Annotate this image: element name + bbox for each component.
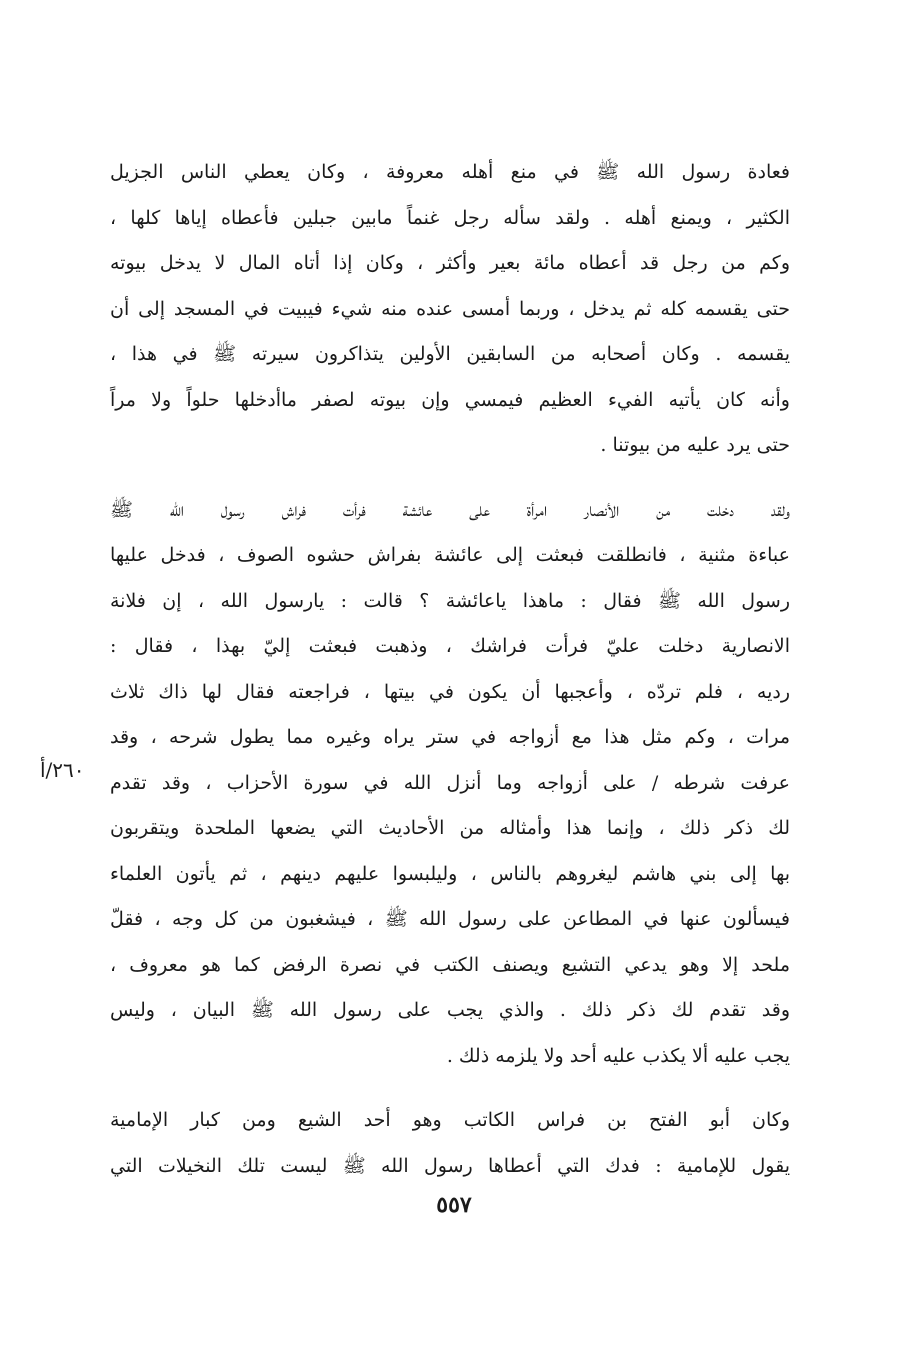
paragraph-gap xyxy=(110,469,790,488)
page-number: ٥٥٧ xyxy=(436,1192,472,1218)
text-line: وأنه كان يأتيه الفيء العظيم فيمسي وإن بيوته لصفر ماأدخلها حلواً ولا مراً xyxy=(110,388,790,411)
text-line: رديه ، فلم تردّه ، وأعجبها أن يكون في بيتها ، فراجعته فقال لها ذاك ثلاث xyxy=(110,680,790,703)
text-line: فيسألون عنها في المطاعن على رسول الله ﷺ ، فيشغبون من كل وجه ، فقلّ xyxy=(110,908,790,930)
text-line: فعادة رسول الله ﷺ في منع أهله معروفة ، وكان يعطي الناس الجزيل xyxy=(110,161,790,183)
text-line: وكان أبو الفتح بن فراس الكاتب وهو أحد الشيع ومن كبار الإمامية xyxy=(110,1109,790,1131)
text-line: حتى يرد عليه من بيوتنا . xyxy=(600,434,790,456)
text-line: يجب عليه ألا يكذب عليه أحد ولا يلزمه ذلك . xyxy=(446,1044,790,1067)
text-line: عرفت شرطه / على أزواجه وما أنزل الله في سورة الأحزاب ، وقد تقدم xyxy=(110,771,790,794)
text-line: وكم من رجل قد أعطاه مائة بعير وأكثر ، وكان إذا أتاه المال لا يدخل بيوته xyxy=(110,252,790,274)
paragraph-3 xyxy=(110,1098,790,1189)
text-line: مرات ، وكم مثل هذا مع أزواجه في ستر يراه وغيره مما يطول شرحه ، وقد xyxy=(110,726,790,748)
paragraph-2 xyxy=(110,488,790,1080)
text-line: وقد تقدم لك ذكر ذلك . والذي يجب على رسول الله ﷺ البيان ، وليس xyxy=(110,999,790,1021)
main-text xyxy=(110,150,790,1189)
text-line: الانصارية دخلت عليّ فرأت فراشك ، وذهبت فبعثت إليّ بهذا ، فقال : xyxy=(110,635,790,657)
text-line: رسول الله ﷺ فقال : ماهذا ياعائشة ؟ قالت : يارسول الله ، إن فلانة xyxy=(110,589,790,612)
text-line: عباءة مثنية ، فانطلقت فبعثت إلى عائشة بفراش حشوه الصوف ، فدخل عليها xyxy=(110,544,790,566)
paragraph-1 xyxy=(110,150,790,469)
text-line: لك ذكر ذلك ، وإنما هذا وأمثاله من الأحاديث التي يضعها الملحدة ويتقربون xyxy=(110,817,790,839)
text-line: يقول للإمامية : فدك التي أعطاها رسول الله ﷺ ليست تلك النخيلات التي xyxy=(110,1154,790,1177)
text-line: الكثير ، ويمنع أهله . ولقد سأله رجل غنماً مابين جبلين فأعطاه إياها كلها ، xyxy=(110,206,790,229)
paragraph-gap xyxy=(110,1079,790,1098)
text-line: ولقد دخلت من الأنصار امرأة على عائشة فرأت فراش رسول الله ﷺ xyxy=(110,498,790,521)
text-line: حتى يقسمه كله ثم يدخل ، وربما أمسى عنده منه شيء فيبيت في المسجد إلى أن xyxy=(110,297,790,320)
text-line: ملحد إلا وهو يدعي التشيع ويصنف الكتب في نصرة الرفض كما هو معروف ، xyxy=(110,953,790,976)
text-line: يقسمه . وكان أصحابه من السابقين الأولين يتذاكرون سيرته ﷺ في هذا ، xyxy=(110,343,790,365)
manuscript-folio-marker: ٢٦٠/أ xyxy=(40,758,85,782)
text-line: بها إلى بني هاشم ليغروهم بالناس ، وليلبسوا عليهم دينهم ، ثم يأتون العلماء xyxy=(110,862,790,885)
